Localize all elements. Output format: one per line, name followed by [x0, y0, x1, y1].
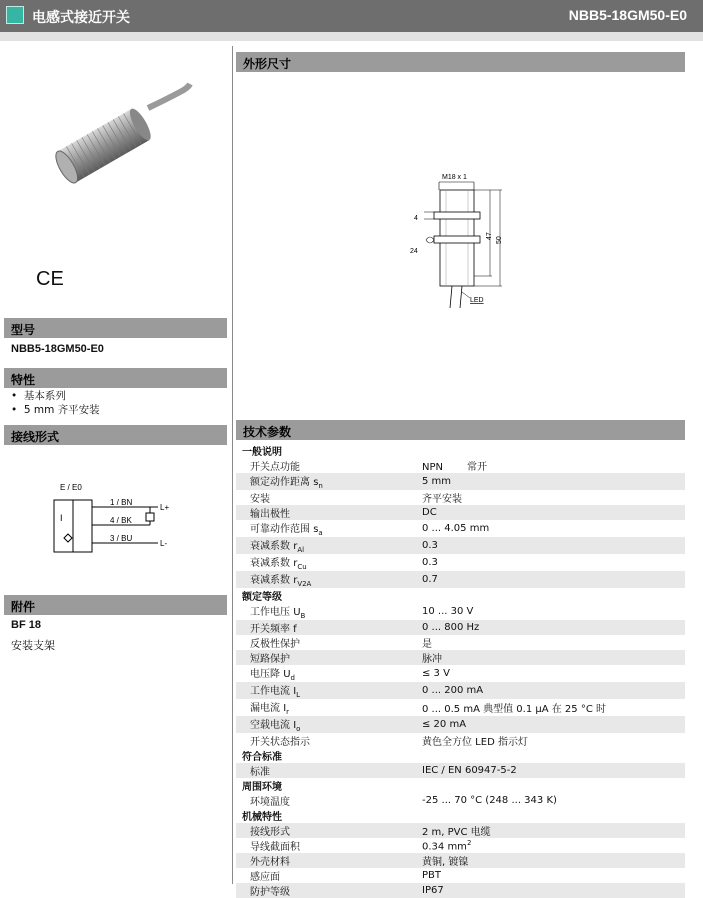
wiring-box-label: I: [60, 513, 63, 523]
pin-3: 3 / BU: [110, 534, 133, 543]
spec-name: 感应面: [250, 872, 280, 883]
spec-value: IP67: [422, 883, 685, 898]
feature-item: • 基本系列: [11, 390, 66, 402]
spec-value: IEC / EN 60947-5-2: [422, 763, 685, 778]
dim-47: 47: [486, 232, 493, 240]
spec-value: 黄铜, 镀镍: [422, 853, 685, 868]
spec-value: 0 ... 200 mA: [422, 682, 685, 699]
accessory-desc: 安装支架: [11, 639, 55, 652]
spec-name: 开关点功能: [250, 462, 300, 473]
spec-row: [236, 537, 685, 554]
spec-value: PBT: [422, 870, 441, 881]
wire-minus: L-: [160, 539, 168, 548]
wiring-header: 接线形式: [4, 425, 227, 445]
spec-value: 10 ... 30 V: [422, 606, 474, 617]
spec-name: 输出极性: [236, 505, 422, 520]
spec-value: 0.3: [422, 557, 438, 568]
spec-row: [236, 883, 685, 898]
spec-table: [236, 443, 685, 898]
spec-row: [236, 868, 685, 883]
features-header: 特性: [4, 368, 227, 388]
spec-value: 0 ... 800 Hz: [422, 620, 685, 635]
spec-row: [236, 571, 685, 588]
title-subbar: [0, 32, 703, 41]
spec-name: 工作电压 $U_B$: [250, 607, 306, 620]
brand-square-icon: [6, 6, 24, 24]
spec-row: [236, 763, 685, 778]
spec-value: 0 ... 0.5 mA 典型值 0.1 μA 在 25 °C 时: [422, 704, 606, 715]
spec-section-header: 额定等级: [242, 592, 282, 603]
model-number: NBB5-18GM50-E0: [568, 7, 687, 23]
spec-row: [236, 490, 685, 505]
spec-value: 脉冲: [422, 650, 685, 665]
spec-name: 空载电流 $I_o$: [236, 716, 422, 733]
spec-name: 漏电流 $I_r$: [250, 703, 290, 716]
dim-4: 4: [414, 215, 418, 222]
pin-4: 4 / BK: [110, 516, 132, 525]
dim-50: 50: [496, 236, 503, 244]
spec-row: [236, 650, 685, 665]
spec-row: [236, 665, 685, 682]
spec-row: [236, 520, 685, 537]
pin-1: 1 / BN: [110, 498, 133, 507]
spec-row: [236, 682, 685, 699]
spec-value: 5 mm: [422, 473, 685, 490]
spec-row: [236, 505, 685, 520]
spec-value: 0 ... 4.05 mm: [422, 523, 490, 534]
wire-plus: L+: [160, 503, 170, 512]
dimension-drawing: [400, 168, 530, 313]
ce-mark: CE: [36, 268, 64, 290]
dimensions-header: 外形尺寸: [236, 52, 685, 72]
spec-value: NPN 常开: [422, 462, 487, 473]
accessory-name: BF 18: [11, 619, 41, 631]
spec-name: 工作电流 $I_L$: [236, 682, 422, 699]
spec-name: 衰减系数 $r_{Al}$: [236, 537, 422, 554]
spec-row: [236, 620, 685, 635]
spec-row: [236, 458, 685, 473]
spec-name: 电压降 $U_d$: [250, 669, 295, 682]
spec-value: 黄色全方位 LED 指示灯: [422, 737, 528, 748]
features-list: [11, 389, 100, 417]
spec-value: ≤ 3 V: [422, 668, 450, 679]
tech-header: 技术参数: [236, 420, 685, 440]
wiring-label: E / E0: [60, 483, 82, 492]
spec-value: 0.7: [422, 571, 685, 588]
accessory-header: 附件: [4, 595, 227, 615]
spec-section-header: 一般说明: [242, 447, 282, 458]
model-value: NBB5-18GM50-E0: [11, 343, 104, 355]
feature-item: • 5 mm 齐平安装: [11, 404, 100, 416]
spec-name: 短路保护: [236, 650, 422, 665]
spec-section-header: 周围环境: [242, 782, 282, 793]
spec-name: 额定动作距离 $s_n$: [236, 473, 422, 490]
spec-row: [236, 473, 685, 490]
spec-row: [236, 838, 685, 853]
dim-24: 24: [410, 248, 418, 255]
spec-value: -25 ... 70 °C (248 ... 343 K): [422, 795, 557, 806]
spec-name: 衰减系数 $r_{V2A}$: [236, 571, 422, 588]
spec-name: 安装: [250, 494, 270, 505]
spec-value: DC: [422, 505, 685, 520]
spec-row: [236, 554, 685, 571]
spec-value: 是: [422, 639, 432, 650]
spec-section-header: 机械特性: [242, 812, 282, 823]
product-photo: [30, 62, 210, 212]
spec-name: 可靠动作范围 $s_a$: [250, 524, 323, 537]
spec-value: ≤ 20 mA: [422, 716, 685, 733]
spec-name: 接线形式: [236, 823, 422, 838]
spec-row: [236, 603, 685, 620]
spec-row: [236, 823, 685, 838]
spec-name: 标准: [236, 763, 422, 778]
title-bar: [0, 0, 703, 32]
spec-name: 防护等级: [236, 883, 422, 898]
spec-name: 反极性保护: [250, 639, 300, 650]
model-header: 型号: [4, 318, 227, 338]
spec-row: [236, 699, 685, 716]
wiring-diagram: [50, 480, 190, 560]
spec-row: [236, 793, 685, 808]
page-title: 电感式接近开关: [32, 10, 130, 26]
spec-name: 开关频率 f: [236, 620, 422, 635]
dim-led: LED: [470, 297, 484, 304]
spec-name: 开关状态指示: [250, 737, 310, 748]
spec-row: [236, 853, 685, 868]
spec-name: 外壳材料: [236, 853, 422, 868]
spec-value: 0.34 $mm^2$: [422, 838, 472, 853]
spec-row: [236, 733, 685, 748]
column-divider: [232, 46, 233, 884]
spec-row: [236, 635, 685, 650]
spec-name: 环境温度: [250, 797, 290, 808]
spec-value: 2 m, PVC 电缆: [422, 823, 685, 838]
spec-section-header: 符合标准: [242, 752, 282, 763]
dim-thread: M18 x 1: [442, 174, 467, 181]
spec-name: 导线截面积: [250, 842, 300, 853]
spec-name: 衰减系数 $r_{Cu}$: [250, 558, 307, 571]
spec-value: 齐平安装: [422, 494, 462, 505]
spec-row: [236, 716, 685, 733]
spec-value: 0.3: [422, 537, 685, 554]
